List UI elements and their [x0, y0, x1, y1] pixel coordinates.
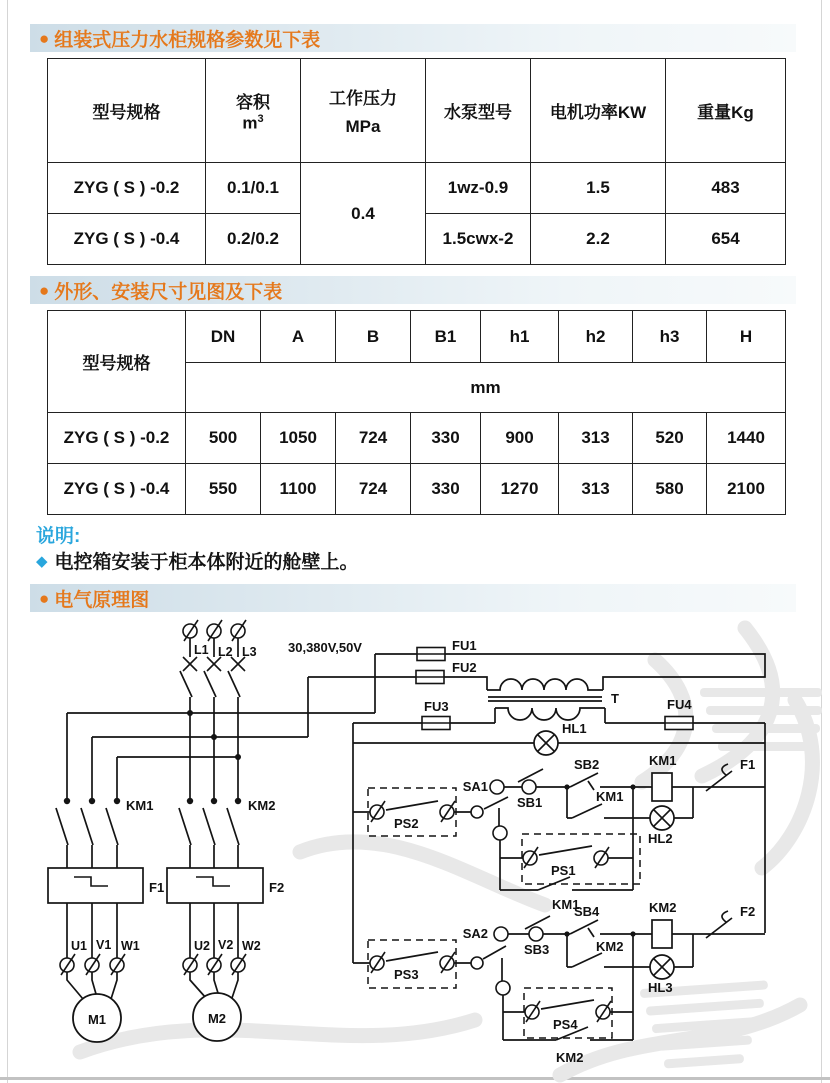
- table-header-row: [48, 59, 786, 163]
- label-km2-main: KM2: [248, 798, 276, 813]
- fuse-fu4: [665, 717, 693, 730]
- label-hl3: HL3: [648, 980, 673, 995]
- section-header-specs: [30, 24, 796, 52]
- col-header-b: B: [336, 311, 411, 363]
- col-header-pump: 水泵型号: [426, 59, 531, 163]
- dimension-table: [47, 310, 786, 515]
- diamond-bullet-icon: ◆: [36, 552, 48, 570]
- bullet-icon: ●: [39, 28, 50, 48]
- cell: 330: [411, 464, 481, 515]
- lamp-hl1: [534, 731, 558, 755]
- note-item: [36, 547, 359, 574]
- table-header-row: [48, 311, 786, 363]
- spec-table-wrap: [47, 58, 786, 265]
- label-sa2: SA2: [462, 926, 488, 941]
- table-row: [48, 464, 786, 515]
- col-header-b1: B1: [411, 311, 481, 363]
- section-title: 电气原理图: [54, 589, 150, 611]
- note-text: 电控箱安装于柜本体附近的舱壁上。: [54, 552, 359, 573]
- label-fu3: FU3: [424, 699, 449, 714]
- col-header-model: 型号规格: [48, 311, 186, 413]
- cell-pressure: 0.4: [301, 163, 426, 265]
- label-t: T: [611, 691, 619, 706]
- section-title: 外形、安装尺寸见图及下表: [54, 281, 283, 303]
- col-header-h2: h2: [559, 311, 633, 363]
- bullet-icon: ●: [39, 588, 50, 608]
- label-u2: U2: [194, 939, 210, 953]
- label-l3: L3: [242, 645, 257, 659]
- lamp-hl2: [650, 806, 674, 830]
- col-header-h3: h3: [633, 311, 707, 363]
- cell-weight: 654: [666, 214, 786, 265]
- cell: 550: [186, 464, 261, 515]
- label-v1: V1: [96, 938, 112, 952]
- notes-title: 说明:: [36, 526, 81, 547]
- bullet-icon: ●: [39, 280, 50, 300]
- label-sa1: SA1: [462, 779, 488, 794]
- coil-km2: [652, 920, 672, 948]
- label-ps2: PS2: [394, 816, 419, 831]
- cell: 900: [481, 413, 559, 464]
- cell: 500: [186, 413, 261, 464]
- cell-volume: 0.1/0.1: [206, 163, 301, 214]
- lamp-hl3: [650, 955, 674, 979]
- label-km1-link: KM1: [596, 789, 624, 804]
- col-header-h: H: [707, 311, 786, 363]
- label-w2: W2: [242, 939, 261, 953]
- cell: 580: [633, 464, 707, 515]
- label-f2-box: F2: [269, 880, 285, 895]
- label-hl1: HL1: [562, 721, 587, 736]
- label-km1-main: KM1: [126, 798, 154, 813]
- fuse-fu3: [422, 717, 450, 730]
- cell-model: ZYG ( S ) -0.2: [48, 163, 206, 214]
- col-header-h1: h1: [481, 311, 559, 363]
- label-sb4: SB4: [574, 904, 600, 919]
- label-m1: M1: [87, 1012, 107, 1027]
- label-u1: U1: [71, 939, 87, 953]
- table-row: [48, 413, 786, 464]
- fuse-fu1: [417, 648, 445, 661]
- motor-terminals: [60, 954, 246, 975]
- cell-volume: 0.2/0.2: [206, 214, 301, 265]
- fuse-fu2: [416, 671, 444, 684]
- col-header-power: 电机功率KW: [531, 59, 666, 163]
- label-ps1: PS1: [551, 863, 576, 878]
- cell: 1440: [707, 413, 786, 464]
- unit-cell: mm: [186, 363, 786, 413]
- label-f2: F2: [740, 904, 756, 919]
- label-f1-box: F1: [149, 880, 165, 895]
- cell: 330: [411, 413, 481, 464]
- label-l2: L2: [218, 645, 233, 659]
- label-km2-link: KM2: [596, 939, 624, 954]
- label-l1: L1: [194, 643, 209, 657]
- label-sb2: SB2: [574, 757, 600, 772]
- cell-pump: 1wz-0.9: [426, 163, 531, 214]
- cell: 520: [633, 413, 707, 464]
- label-f1: F1: [740, 757, 756, 772]
- label-sb3: SB3: [524, 942, 550, 957]
- dimension-table-wrap: [47, 310, 786, 515]
- cell-power: 1.5: [531, 163, 666, 214]
- label-v2: V2: [218, 938, 234, 952]
- col-header-volume: 容积 $m^3$: [206, 59, 301, 163]
- cell: 1270: [481, 464, 559, 515]
- label-km1-hold: KM1: [552, 897, 580, 912]
- cell: ZYG ( S ) -0.4: [48, 464, 186, 515]
- table-row: [48, 163, 786, 214]
- label-km1-coil: KM1: [649, 753, 677, 768]
- cell-pump: 1.5cwx-2: [426, 214, 531, 265]
- coil-km1: [652, 773, 672, 801]
- label-fu1: FU1: [452, 638, 477, 653]
- label-ps4: PS4: [553, 1017, 578, 1032]
- label-km2-hold: KM2: [556, 1050, 584, 1065]
- col-header-weight: 重量Kg: [666, 59, 786, 163]
- cell: 1100: [261, 464, 336, 515]
- label-sb1: SB1: [517, 795, 543, 810]
- cell: 1050: [261, 413, 336, 464]
- cell-power: 2.2: [531, 214, 666, 265]
- cell: 724: [336, 413, 411, 464]
- cell: 2100: [707, 464, 786, 515]
- label-supply: 30,380V,50V: [288, 640, 362, 655]
- label-m2: M2: [207, 1011, 227, 1026]
- section-title: 组装式压力水柜规格参数见下表: [54, 29, 321, 51]
- label-hl2: HL2: [648, 831, 673, 846]
- cell-weight: 483: [666, 163, 786, 214]
- cell: 724: [336, 464, 411, 515]
- label-fu2: FU2: [452, 660, 477, 675]
- cell: 313: [559, 464, 633, 515]
- section-header-dimensions: [30, 276, 796, 304]
- label-ps3: PS3: [394, 967, 419, 982]
- col-header-model: 型号规格: [48, 59, 206, 163]
- electrical-schematic: [0, 613, 830, 1083]
- cell: 313: [559, 413, 633, 464]
- col-header-dn: DN: [186, 311, 261, 363]
- label-km2-coil: KM2: [649, 900, 677, 915]
- section-header-schematic: [30, 584, 796, 612]
- label-w1: W1: [121, 939, 140, 953]
- spec-table: [47, 58, 786, 265]
- cell-model: ZYG ( S ) -0.4: [48, 214, 206, 265]
- col-header-a: A: [261, 311, 336, 363]
- label-fu4: FU4: [667, 697, 692, 712]
- col-header-pressure: 工作压力 MPa: [301, 59, 426, 163]
- cell: ZYG ( S ) -0.2: [48, 413, 186, 464]
